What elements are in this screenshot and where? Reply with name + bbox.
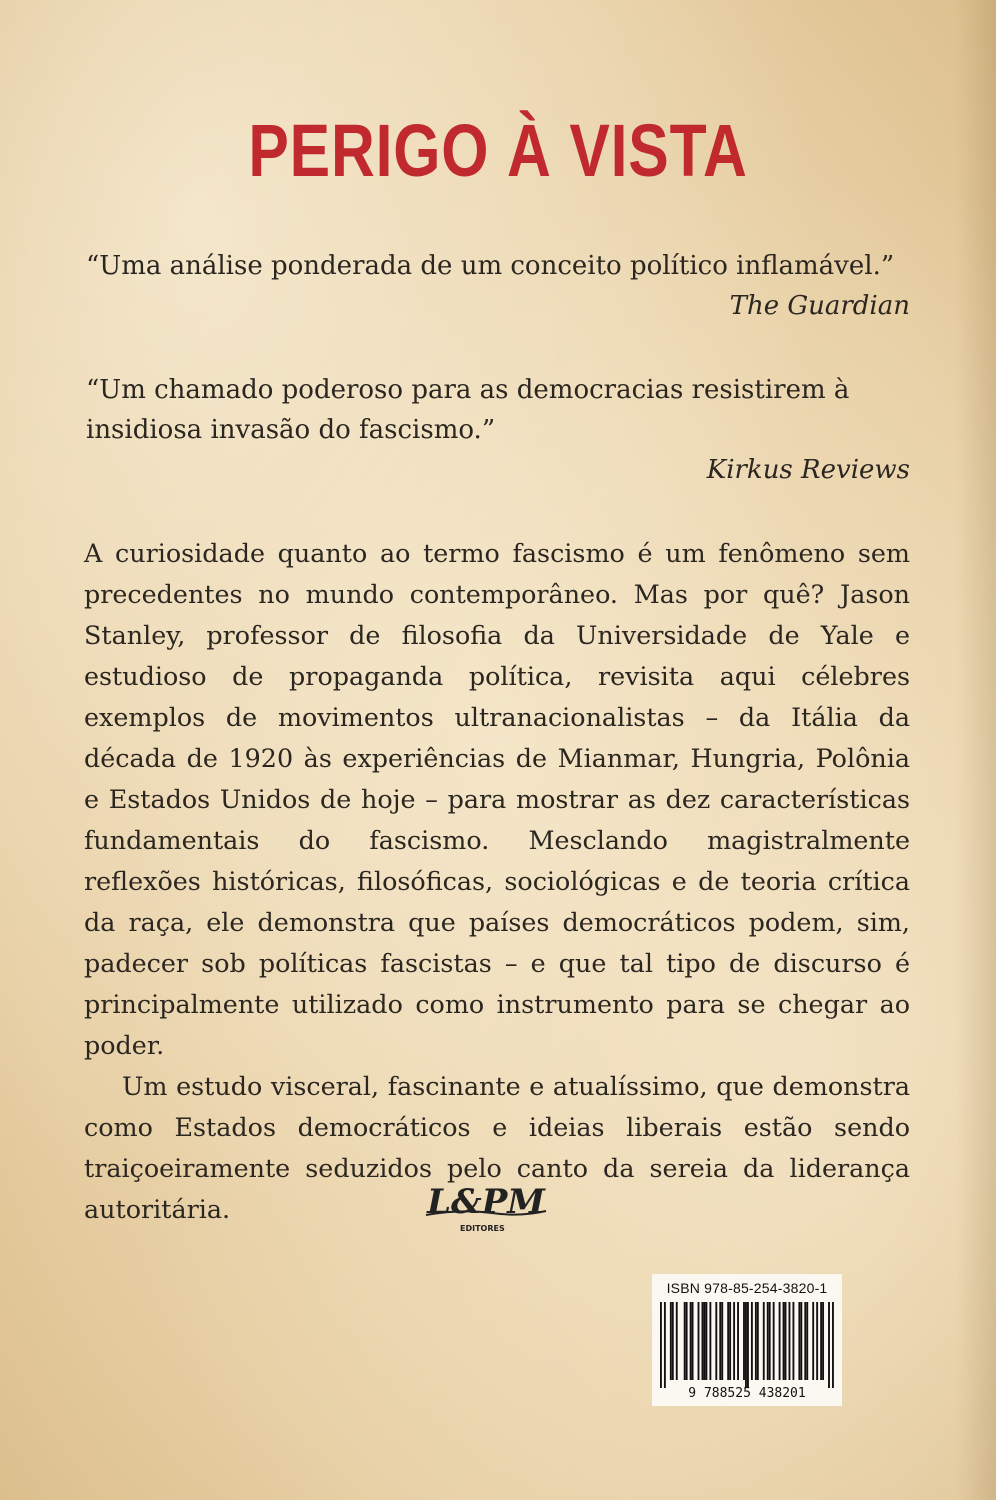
barcode-bar (670, 1302, 672, 1380)
logo-subtext: EDITORES (460, 1224, 505, 1233)
barcode-graphic (660, 1302, 834, 1400)
barcode-bar (743, 1302, 745, 1380)
barcode-bar (721, 1302, 723, 1380)
barcode-bar (709, 1302, 711, 1380)
barcode-bar (828, 1302, 830, 1388)
barcode-bar (751, 1302, 753, 1380)
barcode-bar (704, 1302, 706, 1380)
barcode-bar (702, 1302, 704, 1380)
quote-text: “Uma análise ponderada de um conceito político inflamável.” (86, 251, 895, 281)
barcode-bar (676, 1302, 678, 1380)
barcode-bar (792, 1302, 794, 1380)
barcode-bar (769, 1302, 771, 1380)
logo-text: L&PM (427, 1182, 545, 1222)
barcode-bar (719, 1302, 721, 1380)
quote-source: Kirkus Reviews (706, 455, 910, 485)
barcode-bar (757, 1302, 759, 1380)
barcode-bar (783, 1302, 785, 1380)
barcode-bar (789, 1302, 791, 1380)
barcode-bar (745, 1302, 747, 1388)
barcode-bar (664, 1302, 666, 1388)
barcode-bar (690, 1302, 692, 1380)
barcode-bar (672, 1302, 674, 1380)
barcode-bar (698, 1302, 700, 1380)
book-title: PERIGO À VISTA (248, 109, 748, 192)
barcode-bar (660, 1302, 662, 1388)
barcode-bar (804, 1302, 806, 1380)
barcode-bar (785, 1302, 787, 1380)
review-quote-kirkus (86, 370, 910, 490)
barcode-bar (820, 1302, 822, 1380)
barcode-bar (800, 1302, 802, 1380)
barcode-bar (779, 1302, 781, 1380)
barcode-bar (755, 1302, 757, 1380)
publisher-logo (420, 1175, 552, 1237)
barcode-bar (737, 1302, 739, 1380)
barcode-bar (832, 1302, 834, 1388)
isbn-barcode (652, 1274, 842, 1406)
barcode-bar (763, 1302, 765, 1380)
barcode-digits: 9 788525 438201 (688, 1386, 806, 1400)
barcode-bar (729, 1302, 731, 1380)
barcode-bar (733, 1302, 735, 1380)
spine-shadow (956, 0, 996, 1500)
isbn-label: ISBN 978-85-254-3820-1 (666, 1280, 828, 1296)
description-paragraph: Um estudo visceral, fascinante e atualíssimo, que demonstra como Estados democráticos e ideias liberais estão sendo traiçoeiramente seduzidos pelo canto da sereia da liderança autoritária. (84, 1071, 910, 1224)
barcode-bar (822, 1302, 824, 1380)
barcode-bar (686, 1302, 688, 1380)
barcode-bar (692, 1302, 694, 1380)
barcode-bar (816, 1302, 818, 1380)
review-quote-guardian (86, 246, 910, 326)
barcode-bar (812, 1302, 814, 1380)
quote-text: “Um chamado poderoso para as democracias resistirem à insidiosa invasão do fascismo.” (86, 375, 850, 445)
barcode-bar (747, 1302, 749, 1388)
barcode-bar (773, 1302, 775, 1380)
barcode-bar (767, 1302, 769, 1380)
book-description (84, 533, 910, 1230)
description-paragraph: A curiosidade quanto ao termo fascismo é um fenômeno sem precedentes no mundo contemporâneo. Mas por quê? Jason Stanley, professor de filosofia da Universidade de Yale e estudioso de propaganda política, revisita aqui célebres exemplos de movimentos ultranacionalistas – da Itália da década de 1920 às experiências de Mianmar, Hungria, Polônia e Estados Unidos de hoje – para mostrar as dez características fundamentais do fascismo. Mesclando magistralmente reflexões históricas, filosóficas, sociológicas e de teoria crítica da raça, ele demonstra que países democráticos podem, sim, padecer sob políticas fascistas – e que tal tipo de discurso é principalmente utilizado como instrumento para se chegar ao poder. (84, 538, 910, 1060)
barcode-bar (705, 1302, 707, 1380)
quote-source: The Guardian (729, 291, 910, 321)
barcode-bar (727, 1302, 729, 1380)
barcode-bar (806, 1302, 808, 1380)
barcode-bar (798, 1302, 800, 1380)
barcode-bar (684, 1302, 686, 1380)
barcode-bar (715, 1302, 717, 1380)
